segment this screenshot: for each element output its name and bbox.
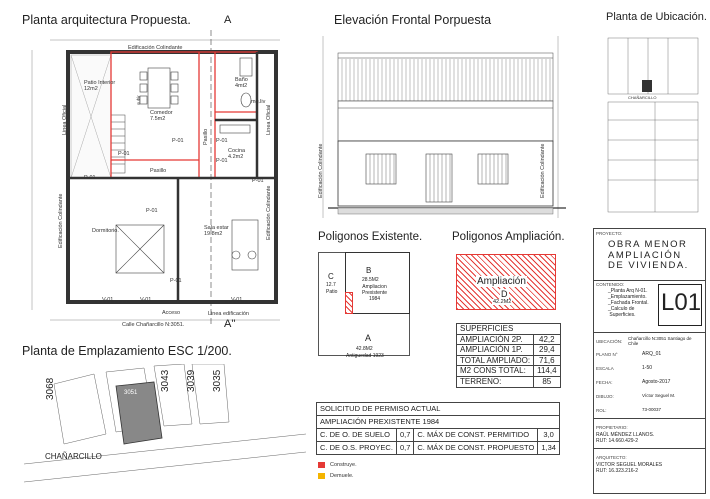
colindante-top-label: Edificación Colindante [128,45,183,51]
propietario-label: PROPIETARIO: [596,425,628,430]
polygon-b-note: Ampliacion Prexistente 1984 [362,284,388,302]
colindante-right-label: Edificación Colindante [266,185,272,240]
section-marker-bottom: A'' [224,318,236,330]
table-cell: C. MÁX DE CONST. PERMITIDO [414,429,538,442]
table-cell: C. DE O. DE SUELO [317,429,397,442]
sheet-number: L01 [661,289,702,316]
door-label: P-01 [170,278,182,284]
ubicacion-label: UBICACIÓN: [596,339,623,344]
table-row [457,345,561,356]
door-label: P-01 [172,138,184,144]
polygon-a-area: 42.8M2 [356,346,373,352]
polygon-a-letter: A [365,333,372,343]
room-mg: mg.liv [251,99,266,105]
window-label: V-01 [231,297,243,303]
acceso-label: Acceso [162,310,181,316]
polygon-c-area: 12.7 [326,282,336,288]
door-label: P-01 [146,208,158,214]
room-cocina: Cocina 4.2m2 [228,148,246,160]
table-row [457,355,561,366]
table-cell: 85 [534,376,560,387]
rol-value: 73-00037 [642,407,662,412]
propietario-value: RAÚL MÉNDEZ LLANOS. RUT: 14.660.429-2 [596,432,655,444]
rol-label: ROL: [596,408,607,413]
room-pasillo-vertical: Pasillo [203,128,209,145]
solicitud-table [316,402,560,455]
linea-oficial-right: Linea Oficial [266,104,272,135]
linea-oficial-left: Linea Oficial [62,104,68,135]
elevation-colindante-right: Edificación Colindante [540,143,546,198]
polygon-d-letter: D [501,289,508,299]
room-comedor: Comedor 7.5m2 [150,110,173,122]
solicitud-subtitle: AMPLIACIÓN PREXISTENTE 1984 [317,416,560,429]
polygon-b-area: 28.5M2 [362,277,379,283]
door-label: P-01 [252,178,264,184]
table-row [317,442,560,455]
dibujo-label: DIBUJO: [596,394,614,399]
table-row [457,366,561,377]
legend-label: Construye. [330,462,357,468]
plan-title: Planta arquitectura Propuesta. [22,13,191,27]
site-title: Planta de Emplazamiento ESC 1/200. [22,344,232,358]
table-cell: 71,6 [534,355,560,366]
polygon-b-hatch [345,292,353,314]
site-number-highlight: 3051 [124,390,138,396]
table-row [317,429,560,442]
divider [593,332,706,333]
existing-polygons-title: Poligonos Existente. [318,231,423,243]
door-label: P-01 [84,175,96,181]
site-number: 3043 [160,369,171,392]
street-address: Calle Chañarcillo N:3051. [122,322,185,328]
location-street: CHAÑARCILLO [628,95,657,100]
fecha-value: Agosto-2017 [642,379,671,385]
elevation-title: Elevación Frontal Porpuesta [334,13,492,27]
divider [593,448,706,449]
table-cell: TERRENO: [457,376,534,387]
room-bano: Baño 4mt2 [235,77,248,89]
room-pasillo: Pasillo [150,168,167,174]
project-name: OBRA MENOR AMPLIACIÓN DE VIVIENDA. [608,239,689,271]
table-cell: 0,7 [396,429,413,442]
fecha-label: FECHA: [596,380,613,385]
table-cell: AMPLIACIÓN 1P. [457,345,534,356]
table-row [457,376,561,387]
door-label: P-01 [216,158,228,164]
escala-label: ESCALA [596,366,614,371]
table-cell: TOTAL AMPLIADO: [457,355,534,366]
superficies-header: SUPERFICIES [457,324,561,335]
table-cell: 1,34 [538,442,560,455]
polygon-c-note: Patio [326,289,338,295]
legend-swatch-construye [318,462,325,468]
site-street: CHAÑARCILLO [45,452,102,461]
location-map [600,30,706,220]
window-label: V-01 [140,297,152,303]
site-number: 3035 [212,369,223,392]
contenido-text: _Planta Arq N-01. _Emplazamiento. _Fachada Frontal. _Calculo de Superficies. [608,288,649,318]
proyecto-label: PROYECTO: [596,231,623,236]
location-title: Planta de Ubicación. [606,11,707,23]
table-cell: AMPLIACIÓN 2P. [457,334,534,345]
arquitecto-value: VICTOR SEGUEL MORALES RUT: 16.323.216-2 [596,462,663,474]
table-cell: C. DE O.S. PROYEC. [317,442,397,455]
linea-edificacion: Linea edificación [208,311,249,317]
superficies-table [456,323,561,388]
door-label: P-01 [118,151,130,157]
arquitecto-label: ARQUITECTO: [596,455,627,460]
escala-value: 1-50 [642,365,653,371]
expansion-polygons-title: Poligonos Ampliación. [452,231,565,243]
floor-plan [20,30,318,330]
site-number: 3039 [186,369,197,392]
stairs-label: subir [136,95,141,105]
table-cell: 42,2 [534,334,560,345]
plano-value: ARQ_01 [642,351,662,357]
room-dormitorio: Dormitorio. [92,228,119,234]
polygon-a-note: Antiguedad 1923 [346,353,384,359]
window-label: V-01 [102,297,114,303]
colindante-left-label: Edificación Colindante [58,193,64,248]
legend-swatch-demuele [318,473,325,479]
divider [593,280,706,281]
room-sala: Sala estar 19.8m2 [204,225,229,237]
dibujo-value: Víctor Seguel M. [642,393,676,398]
table-cell: C. MÁX DE CONST. PROPUESTO [414,442,538,455]
room-patio: Patio Interior 12m2 [84,80,116,92]
polygon-b [345,252,410,314]
ubicacion-value: Chañarcillo N:3051 Santiago de Chile [628,336,692,346]
table-cell: 29,4 [534,345,560,356]
polygon-d-name: Ampliación [477,276,526,287]
elevation-colindante-left: Edificación Colindante [318,143,324,198]
contenido-label: CONTENIDO: [596,282,625,287]
table-row [457,334,561,345]
door-label: P-01 [216,138,228,144]
polygon-d-area: 42.2M2 [493,299,512,305]
table-cell: 0,7 [396,442,413,455]
polygon-b-letter: B [366,266,372,275]
table-cell: M2 CONS TOTAL: [457,366,534,377]
legend-label: Demuele. [330,473,354,479]
site-number: 3068 [45,377,56,400]
polygon-c-letter: C [328,272,334,281]
table-cell: 114,4 [534,366,560,377]
plano-label: PLANO N° [596,352,618,357]
solicitud-title: SOLICITUD DE PERMISO ACTUAL [317,403,560,416]
section-marker-top: A [224,14,232,26]
divider [593,418,706,419]
table-cell: 3,0 [538,429,560,442]
